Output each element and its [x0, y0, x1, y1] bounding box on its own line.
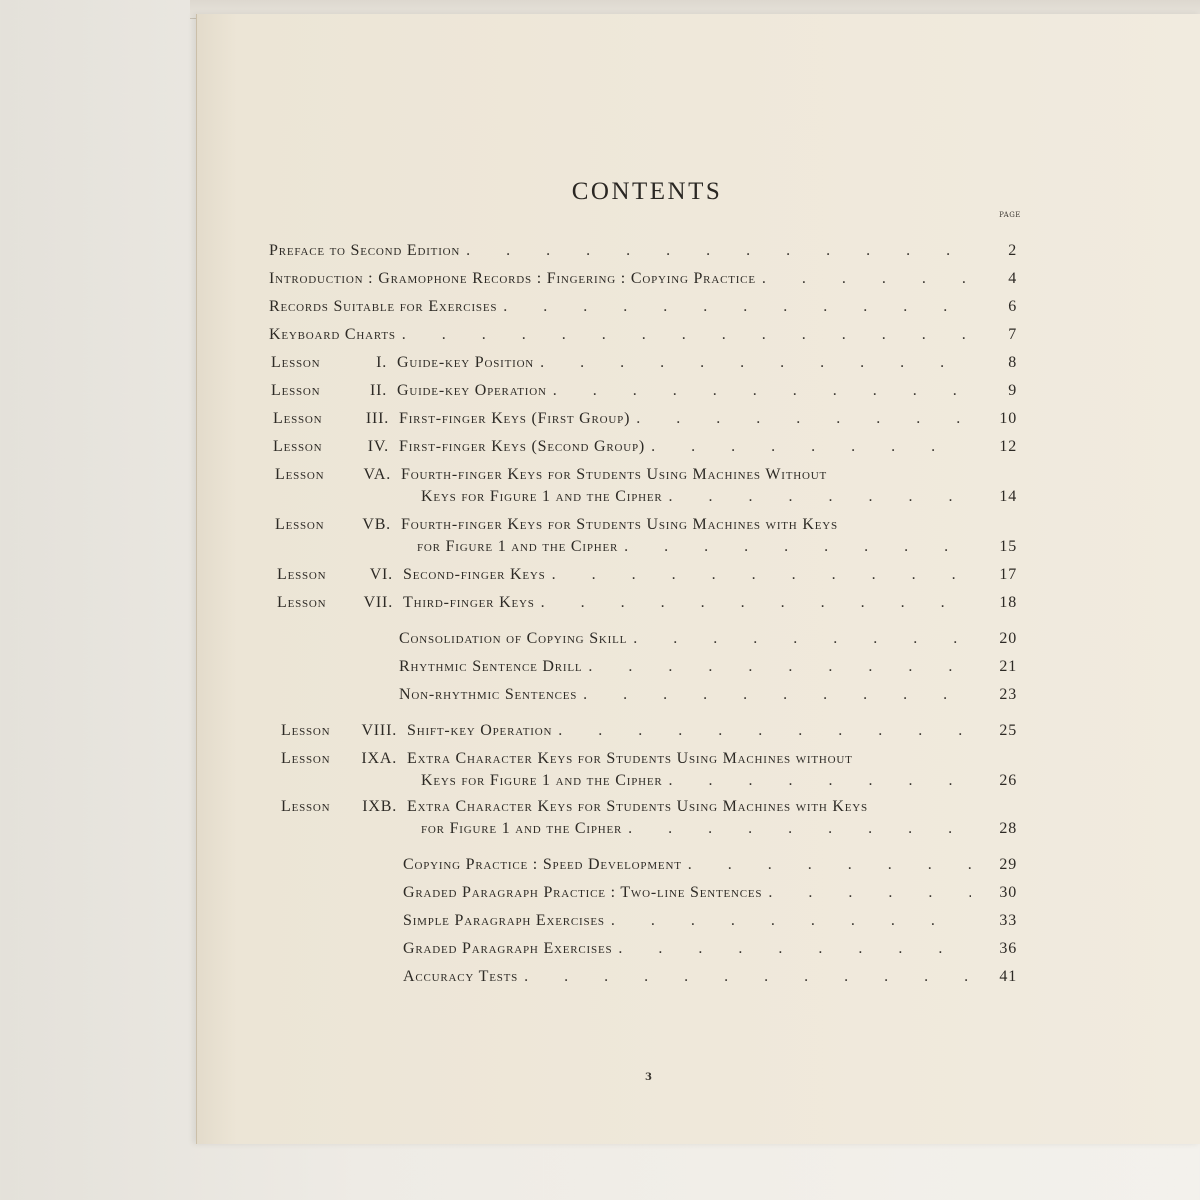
toc-entry — [273, 438, 1017, 460]
toc-entry — [273, 410, 1017, 432]
toc-entry-title: Third-finger Keys — [403, 594, 535, 611]
toc-lesson-word: Lesson — [281, 722, 331, 739]
toc-entry-title: Fourth-finger Keys for Students Using Machines Without — [401, 466, 827, 483]
toc-entry — [275, 466, 1017, 488]
toc-entry-title: First-finger Keys (First Group) — [399, 410, 631, 427]
toc-entry-title: Fourth-finger Keys for Students Using Machines with Keys — [401, 516, 838, 533]
toc-page-number: 4 — [1008, 270, 1017, 287]
toc-lesson-number: VB. — [362, 516, 391, 533]
dot-leader — [583, 686, 971, 704]
dot-leader — [402, 326, 971, 344]
dot-leader — [688, 856, 971, 874]
toc-entry — [277, 566, 1017, 588]
toc-entry-title: Consolidation of Copying Skill — [399, 630, 628, 647]
toc-lesson-word: Lesson — [275, 516, 325, 533]
dot-leader — [503, 298, 971, 316]
toc-lesson-number: VIII. — [361, 722, 397, 739]
toc-entry — [277, 594, 1017, 616]
toc-lesson-word: Lesson — [273, 410, 323, 427]
toc-lesson-word: Lesson — [281, 798, 331, 815]
toc-entry-title: Guide-key Position — [397, 354, 535, 371]
toc-entry-title: First-finger Keys (Second Group) — [399, 438, 646, 455]
dot-leader — [636, 410, 971, 428]
toc-entry — [275, 516, 1017, 538]
toc-entry-title: Graded Paragraph Practice : Two-line Sentences — [403, 884, 763, 901]
dot-leader — [524, 968, 971, 986]
dot-leader — [628, 820, 971, 838]
toc-entry-title: Guide-key Operation — [397, 382, 547, 399]
toc-page-number: 7 — [1008, 326, 1017, 343]
toc-page-number: 12 — [999, 438, 1017, 455]
toc-entry — [269, 298, 1017, 320]
toc-page-number: 9 — [1008, 382, 1017, 399]
toc-entry-title: Records Suitable for Exercises — [269, 298, 498, 315]
toc-entry-title: Keyboard Charts — [269, 326, 396, 343]
toc-page-number: 18 — [999, 594, 1017, 611]
toc-page-number: 20 — [999, 630, 1017, 647]
toc-lesson-word: Lesson — [271, 354, 321, 371]
toc-lesson-word: Lesson — [277, 594, 327, 611]
toc-page-number: 33 — [999, 912, 1017, 929]
toc-entry-title: Introduction : Gramophone Records : Fingering : Copying Practice — [269, 270, 756, 287]
toc-entry — [403, 884, 1017, 906]
toc-entry — [417, 538, 1017, 560]
toc-page-number: 2 — [1008, 242, 1017, 259]
toc-lesson-word: Lesson — [281, 750, 331, 767]
toc-entry — [281, 750, 1017, 772]
toc-lesson-number: IXB. — [362, 798, 397, 815]
toc-lesson-word: Lesson — [275, 466, 325, 483]
dot-leader — [553, 382, 971, 400]
toc-lesson-number: VII. — [363, 594, 393, 611]
toc-page-number: 30 — [999, 884, 1017, 901]
toc-entry-title: Accuracy Tests — [403, 968, 519, 985]
toc-lesson-number: III. — [365, 410, 389, 427]
toc-entry — [281, 798, 1017, 820]
toc-page-number: 17 — [999, 566, 1017, 583]
toc-entry-title: for Figure 1 and the Cipher — [417, 538, 619, 555]
toc-entry — [403, 912, 1017, 934]
toc-entry-title: Extra Character Keys for Students Using Machines without — [407, 750, 853, 767]
toc-entry — [421, 772, 1017, 794]
toc-entry — [421, 488, 1017, 510]
toc-entry — [403, 968, 1017, 990]
toc-lesson-word: Lesson — [277, 566, 327, 583]
dot-leader — [633, 630, 971, 648]
toc-page-number: 28 — [999, 820, 1017, 837]
toc-entry — [269, 326, 1017, 348]
toc-lesson-number: II. — [369, 382, 387, 399]
page-number: 3 — [645, 1072, 652, 1083]
toc-page-number: 36 — [999, 940, 1017, 957]
toc-lesson-number: I. — [376, 354, 387, 371]
toc-entry — [399, 630, 1017, 652]
toc-lesson-number: IV. — [367, 438, 389, 455]
toc-entry-title: Simple Paragraph Exercises — [403, 912, 605, 929]
toc-lesson-number: VI. — [369, 566, 393, 583]
toc-page-number: 10 — [999, 410, 1017, 427]
toc-entry-title: Graded Paragraph Exercises — [403, 940, 613, 957]
dot-leader — [768, 884, 971, 902]
toc-entry-title: Shift-key Operation — [407, 722, 553, 739]
dot-leader — [558, 722, 971, 740]
toc-page-number: 23 — [999, 686, 1017, 703]
toc-entry — [399, 686, 1017, 708]
toc-lesson-number: VA. — [363, 466, 391, 483]
toc-entry — [403, 856, 1017, 878]
page-column-label: PAGE — [999, 211, 1021, 219]
toc-entry-title: Rhythmic Sentence Drill — [399, 658, 583, 675]
toc-entry — [403, 940, 1017, 962]
dot-leader — [552, 566, 971, 584]
toc-page-number: 8 — [1008, 354, 1017, 371]
dot-leader — [588, 658, 971, 676]
dot-leader — [540, 354, 971, 372]
toc-entry — [271, 354, 1017, 376]
dot-leader — [541, 594, 971, 612]
dot-leader — [669, 772, 971, 790]
toc-entry-title: Preface to Second Edition — [269, 242, 461, 259]
toc-entry — [271, 382, 1017, 404]
toc-entry-title: Extra Character Keys for Students Using Machines with Keys — [407, 798, 868, 815]
toc-entry-title: for Figure 1 and the Cipher — [421, 820, 623, 837]
contents-page — [196, 14, 1200, 1144]
toc-page-number: 15 — [999, 538, 1017, 555]
page-title: CONTENTS — [571, 178, 723, 205]
dot-leader — [466, 242, 971, 260]
toc-entry-title: Second-finger Keys — [403, 566, 546, 583]
dot-leader — [624, 538, 971, 556]
toc-page-number: 25 — [999, 722, 1017, 739]
toc-entry — [421, 820, 1017, 842]
toc-entry — [399, 658, 1017, 680]
toc-entry — [269, 270, 1017, 292]
toc-page-number: 41 — [999, 968, 1017, 985]
toc-lesson-word: Lesson — [271, 382, 321, 399]
toc-page-number: 14 — [999, 488, 1017, 505]
toc-page-number: 21 — [999, 658, 1017, 675]
dot-leader — [762, 270, 971, 288]
toc-entry-title: Non-rhythmic Sentences — [399, 686, 578, 703]
toc-entry-title: Keys for Figure 1 and the Cipher — [421, 772, 663, 789]
toc-entry — [269, 242, 1017, 264]
toc-entry-title: Keys for Figure 1 and the Cipher — [421, 488, 663, 505]
toc-lesson-word: Lesson — [273, 438, 323, 455]
dot-leader — [611, 912, 971, 930]
toc-page-number: 6 — [1008, 298, 1017, 315]
toc-lesson-number: IXA. — [361, 750, 397, 767]
toc-entry-title: Copying Practice : Speed Development — [403, 856, 682, 873]
dot-leader — [618, 940, 971, 958]
toc-entry — [281, 722, 1017, 744]
dot-leader — [651, 438, 971, 456]
toc-page-number: 26 — [999, 772, 1017, 789]
toc-page-number: 29 — [999, 856, 1017, 873]
dot-leader — [669, 488, 971, 506]
